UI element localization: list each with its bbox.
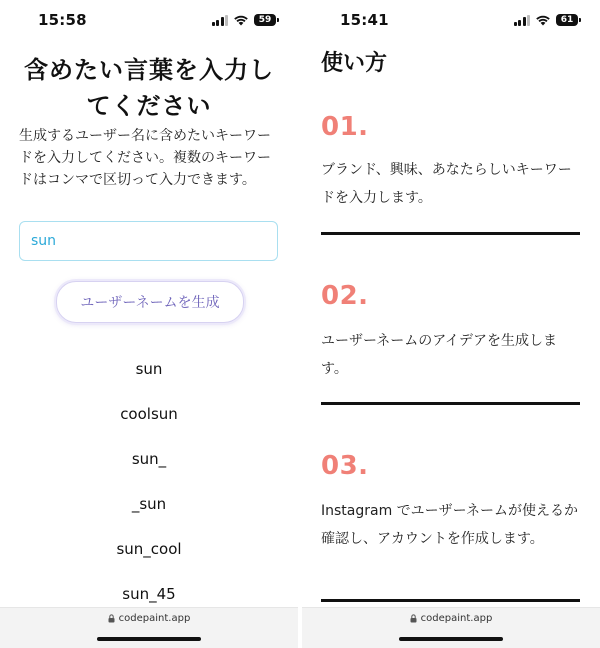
step-number: 03. — [321, 451, 369, 481]
cellular-signal-icon — [514, 15, 531, 26]
wifi-icon — [535, 14, 551, 26]
result-item[interactable]: sun_ — [131, 450, 167, 468]
status-time: 15:58 — [38, 11, 87, 29]
status-time: 15:41 — [340, 11, 389, 29]
battery-icon: 61 — [556, 14, 578, 26]
result-item[interactable]: sun_cool — [116, 540, 182, 558]
keyword-input[interactable] — [19, 221, 278, 261]
url-text: codepaint.app — [420, 613, 493, 624]
how-to-screen — [302, 0, 600, 648]
result-item[interactable]: sun_45 — [122, 585, 176, 603]
generate-username-button[interactable]: ユーザーネームを生成 — [56, 281, 244, 323]
page-title: 含めたい言葉を入力してください — [24, 56, 274, 120]
wifi-icon — [233, 14, 249, 26]
status-bar — [302, 0, 600, 40]
result-item[interactable]: coolsun — [120, 405, 178, 423]
battery-icon: 59 — [254, 14, 276, 26]
status-icons — [212, 13, 277, 27]
home-indicator[interactable] — [399, 637, 503, 641]
status-icons — [514, 13, 579, 27]
step-text: ユーザーネームのアイデアを生成します。 — [321, 333, 558, 377]
generator-screen — [0, 0, 298, 648]
step-divider — [321, 232, 580, 235]
step-text: ブランド、興味、あなたらしいキーワードを入力します。 — [321, 162, 572, 206]
cellular-signal-icon — [212, 15, 229, 26]
how-to-title: 使い方 — [321, 51, 388, 76]
lock-icon — [410, 614, 417, 623]
lock-icon — [108, 614, 115, 623]
step-divider — [321, 599, 580, 602]
step-number: 02. — [321, 281, 369, 311]
browser-url-bar[interactable] — [302, 607, 600, 648]
step-text: Instagram でユーザーネームが使えるか確認し、アカウントを作成します。 — [321, 503, 578, 547]
browser-url-bar[interactable] — [0, 607, 298, 648]
url-text: codepaint.app — [118, 613, 191, 624]
status-bar — [0, 0, 298, 40]
step-number: 01. — [321, 112, 369, 142]
result-item[interactable]: sun — [135, 360, 163, 378]
result-item[interactable]: _sun — [131, 495, 167, 513]
description-text: 生成するユーザー名に含めたいキーワードを入力してください。複数のキーワードはコンマで区切って入力できます。 — [19, 128, 271, 188]
home-indicator[interactable] — [97, 637, 201, 641]
step-divider — [321, 402, 580, 405]
